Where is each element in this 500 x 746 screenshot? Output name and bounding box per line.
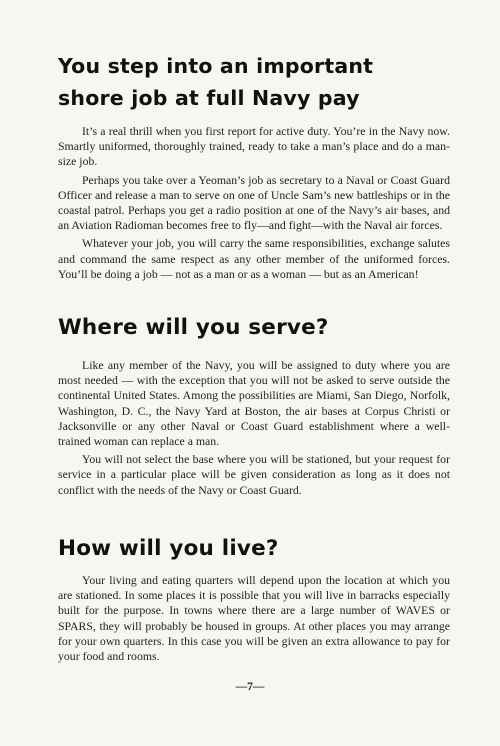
heading-line: shore job at full Navy pay [58, 86, 360, 110]
paragraph: You will not select the base where you will be stationed, but your request for service in a particular place will be given consideration as long as it does not conflict with the needs of the Navy or Coast Guard. [58, 452, 450, 497]
page-number: —7— [235, 681, 265, 693]
section-shore-job [58, 50, 450, 282]
paragraph: Like any member of the Navy, you will be assigned to duty where you are most needed — with the exception that you will not be asked to serve outside the continental United States. Among the possibilities are Miami, San Diego, Norfolk, Washington, D. C., the Navy Yard at Boston, the air bases at Corpus Christi or Jacksonville or any other Naval or Coast Guard establishment where a well-trained woman can replace a man. [58, 358, 450, 449]
heading-line: You step into an important [58, 54, 374, 78]
paragraph: It’s a real thrill when you first report for active duty. You’re in the Navy now. Smartly uniformed, thoroughly trained, ready to take a man’s place and do a man-size job. [58, 124, 450, 169]
paragraph: Perhaps you take over a Yeoman’s job as secretary to a Naval or Coast Guard Officer and release a man to serve on one of Uncle Sam’s new battleships or in the coastal patrol. Perhaps you get a radio position at one of the Navy’s air bases, and an Aviation Radioman becomes free to fly—and fight—with the Naval air forces. [58, 172, 450, 233]
heading-line: Where will you serve? [58, 315, 329, 340]
section-where-serve [58, 314, 450, 498]
paragraph: Whatever your job, you will carry the same responsibilities, exchange salutes and command the same respect as any other member of the uniformed forces. You’ll be doing a job — not as a man or as a woman — but as an American! [58, 236, 450, 281]
section-body [58, 358, 450, 498]
section-heading [58, 50, 450, 114]
section-heading [58, 535, 450, 563]
heading-line: How will you live? [58, 536, 279, 561]
paragraph: Your living and eating quarters will depend upon the location at which you are stationed. In some places it is possible that you will live in barracks especially built for the purpose. In towns where there are a large number of WAVES or SPARS, they will probably be housed in groups. At other places you may arrange for your own quarters. In this case you will be given an extra allowance to pay for your food and rooms. [58, 573, 450, 664]
section-how-live [58, 535, 450, 664]
section-body [58, 124, 450, 282]
section-heading [58, 314, 450, 342]
section-body [58, 573, 450, 664]
